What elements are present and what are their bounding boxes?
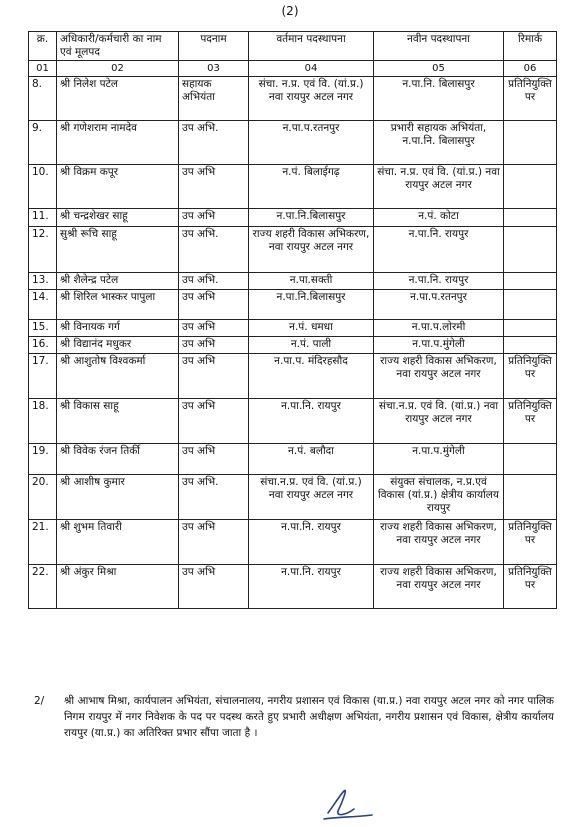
remark-cell: प्रतिनियुक्ति पर: [504, 520, 557, 565]
name-cell: श्री निलेश पटेल: [57, 77, 179, 121]
serial-cell: 13.: [29, 273, 57, 290]
new-posting-cell: संचा.न.प्र. एवं वि. (यां.प्र.) नवा रायपुर अटल नगर: [374, 399, 504, 444]
page-number: (2): [281, 4, 299, 18]
remark-cell: [504, 209, 557, 227]
table-row: [29, 320, 557, 337]
transfer-table: [28, 31, 557, 609]
remark-cell: [504, 227, 557, 273]
table-row: [29, 565, 557, 609]
designation-cell: उप अभि: [179, 565, 249, 609]
serial-cell: 17.: [29, 354, 57, 399]
table-body: [29, 77, 557, 609]
designation-cell: उप अभि: [179, 290, 249, 320]
table-row: [29, 354, 557, 399]
paragraph-text: श्री आभाष मिश्रा, कार्यपालन अभियंता, संचालनालय, नगरीय प्रशासन एवं विकास (या.प्र.) नवा रायपुर अटल नगर को नगर पालिक निगम रायपुर में नगर निवेशक के पद पर पदस्थ करते हुए प्रभारी अधीक्षण अभियंता, नगरीय प्रशासन एवं विकास, क्षेत्रीय कार्यालय रायपुर (या.प्र.) का अतिरिक्त प्रभार सौंपा जाता है ।: [64, 695, 554, 739]
remark-cell: [504, 121, 557, 165]
serial-cell: 14.: [29, 290, 57, 320]
signature-icon: [318, 785, 378, 827]
table-row: [29, 209, 557, 227]
designation-cell: उप अभि: [179, 444, 249, 475]
remark-cell: प्रतिनियुक्ति पर: [504, 77, 557, 121]
current-posting-cell: न.पं. बलौदा: [249, 444, 374, 475]
name-cell: श्री अंकुर मिश्रा: [57, 565, 179, 609]
header-current-posting: वर्तमान पदस्थापना: [249, 32, 374, 61]
serial-cell: 20.: [29, 475, 57, 520]
designation-cell: उप अभि.: [179, 227, 249, 273]
serial-cell: 21.: [29, 520, 57, 565]
remark-cell: [504, 290, 557, 320]
serial-cell: 16.: [29, 337, 57, 354]
new-posting-cell: राज्य शहरी विकास अभिकरण, नवा रायपुर अटल नगर: [374, 520, 504, 565]
serial-cell: 19.: [29, 444, 57, 475]
new-posting-cell: न.पा.प.मुंगेली: [374, 337, 504, 354]
designation-cell: सहायक अभियंता: [179, 77, 249, 121]
column-number: 01: [29, 61, 57, 77]
serial-cell: 8.: [29, 77, 57, 121]
remark-cell: [504, 444, 557, 475]
name-cell: श्री विकास साहू: [57, 399, 179, 444]
new-posting-cell: न.पा.नि. रायपुर: [374, 273, 504, 290]
current-posting-cell: राज्य शहरी विकास अभिकरण, नवा रायपुर अटल नगर: [249, 227, 374, 273]
current-posting-cell: संचा. न.प्र. एवं वि. (यां.प्र.) नवा रायपुर अटल नगर: [249, 77, 374, 121]
serial-cell: 9.: [29, 121, 57, 165]
remark-cell: प्रतिनियुक्ति पर: [504, 565, 557, 609]
remark-cell: [504, 165, 557, 209]
column-number: 06: [504, 61, 557, 77]
current-posting-cell: न.पा.सक्ती: [249, 273, 374, 290]
designation-cell: उप अभि: [179, 520, 249, 565]
column-number-row: [29, 61, 557, 77]
new-posting-cell: न.पं. कोटा: [374, 209, 504, 227]
table-row: [29, 165, 557, 209]
serial-cell: 22.: [29, 565, 57, 609]
table-row: [29, 227, 557, 273]
remark-cell: [504, 337, 557, 354]
designation-cell: उप अभि.: [179, 273, 249, 290]
serial-cell: 15.: [29, 320, 57, 337]
header-serial: क्र.: [29, 32, 57, 61]
new-posting-cell: प्रभारी सहायक अभियंता, न.पा.नि. बिलासपुर: [374, 121, 504, 165]
remark-cell: [504, 273, 557, 290]
new-posting-cell: न.पा.नि. बिलासपुर: [374, 77, 504, 121]
serial-cell: 12.: [29, 227, 57, 273]
new-posting-cell: न.पा.प.रतनपुर: [374, 290, 504, 320]
designation-cell: उप अभि.: [179, 475, 249, 520]
serial-cell: 10.: [29, 165, 57, 209]
order-paragraph: [34, 693, 554, 741]
remark-cell: [504, 475, 557, 520]
designation-cell: उप अभि: [179, 320, 249, 337]
current-posting-cell: न.पं. पाली: [249, 337, 374, 354]
new-posting-cell: न.पा.प.मुंगेली: [374, 444, 504, 475]
name-cell: श्री गणेशराम नामदेव: [57, 121, 179, 165]
serial-cell: 11.: [29, 209, 57, 227]
name-cell: श्री विक्रम कपूर: [57, 165, 179, 209]
column-number: 02: [57, 61, 179, 77]
current-posting-cell: न.पा.नि.बिलासपुर: [249, 290, 374, 320]
table-row: [29, 475, 557, 520]
column-number: 03: [179, 61, 249, 77]
current-posting-cell: न.पा.नि.बिलासपुर: [249, 209, 374, 227]
designation-cell: उप अभि: [179, 337, 249, 354]
name-cell: श्री विनायक गर्ग: [57, 320, 179, 337]
table-row: [29, 520, 557, 565]
table-row: [29, 77, 557, 121]
name-cell: श्री चन्द्रशेखर साहू: [57, 209, 179, 227]
current-posting-cell: न.पा.प. मंदिरहसौद: [249, 354, 374, 399]
new-posting-cell: संयुक्त संचालक, न.प्र.एवं विकास (यां.प्र.) क्षेत्रीय कार्यालय रायपुर: [374, 475, 504, 520]
new-posting-cell: संचा. न.प्र. एवं वि. (यां.प्र.) नवा रायपुर अटल नगर: [374, 165, 504, 209]
table-row: [29, 121, 557, 165]
table-row: [29, 444, 557, 475]
new-posting-cell: राज्य शहरी विकास अभिकरण, नवा रायपुर अटल नगर: [374, 565, 504, 609]
paragraph-number: 2/: [34, 695, 45, 707]
designation-cell: उप अभि: [179, 209, 249, 227]
table-row: [29, 399, 557, 444]
name-cell: श्री शुभम तिवारी: [57, 520, 179, 565]
header-designation: पदनाम: [179, 32, 249, 61]
name-cell: सुश्री रूचि साहू: [57, 227, 179, 273]
remark-cell: प्रतिनियुक्ति पर: [504, 354, 557, 399]
table-row: [29, 273, 557, 290]
table-header-row: [29, 32, 557, 61]
name-cell: श्री आशुतोष विश्वकर्मा: [57, 354, 179, 399]
current-posting-cell: न.पा.नि. रायपुर: [249, 520, 374, 565]
table-row: [29, 337, 557, 354]
current-posting-cell: संचा.न.प्र. एवं वि. (यां.प्र.) नवा रायपुर अटल नगर: [249, 475, 374, 520]
designation-cell: उप अभि.: [179, 121, 249, 165]
remark-cell: प्रतिनियुक्ति पर: [504, 399, 557, 444]
new-posting-cell: राज्य शहरी विकास अभिकरण, नवा रायपुर अटल नगर: [374, 354, 504, 399]
column-number: 05: [374, 61, 504, 77]
current-posting-cell: न.पं. बिलाईगढ़: [249, 165, 374, 209]
current-posting-cell: न.पा.नि. रायपुर: [249, 399, 374, 444]
current-posting-cell: न.पं. धमधा: [249, 320, 374, 337]
table-row: [29, 290, 557, 320]
name-cell: श्री शैलेन्द्र पटेल: [57, 273, 179, 290]
designation-cell: उप अभि: [179, 399, 249, 444]
current-posting-cell: न.पा.नि. रायपुर: [249, 565, 374, 609]
name-cell: श्री आशीष कुमार: [57, 475, 179, 520]
designation-cell: उप अभि: [179, 354, 249, 399]
name-cell: श्री शिरिल भास्कर पापुला: [57, 290, 179, 320]
header-name: अधिकारी/कर्मचारी का नाम एवं मूलपद: [57, 32, 179, 61]
new-posting-cell: न.पा.नि. रायपुर: [374, 227, 504, 273]
new-posting-cell: न.पा.प.लोरमी: [374, 320, 504, 337]
serial-cell: 18.: [29, 399, 57, 444]
current-posting-cell: न.पा.प.रतनपुर: [249, 121, 374, 165]
name-cell: श्री विद्यानंद मधुकर: [57, 337, 179, 354]
column-number: 04: [249, 61, 374, 77]
remark-cell: [504, 320, 557, 337]
name-cell: श्री विवेक रंजन तिर्की: [57, 444, 179, 475]
header-new-posting: नवीन पदस्थापना: [374, 32, 504, 61]
header-remark: रिमार्क: [504, 32, 557, 61]
designation-cell: उप अभि: [179, 165, 249, 209]
